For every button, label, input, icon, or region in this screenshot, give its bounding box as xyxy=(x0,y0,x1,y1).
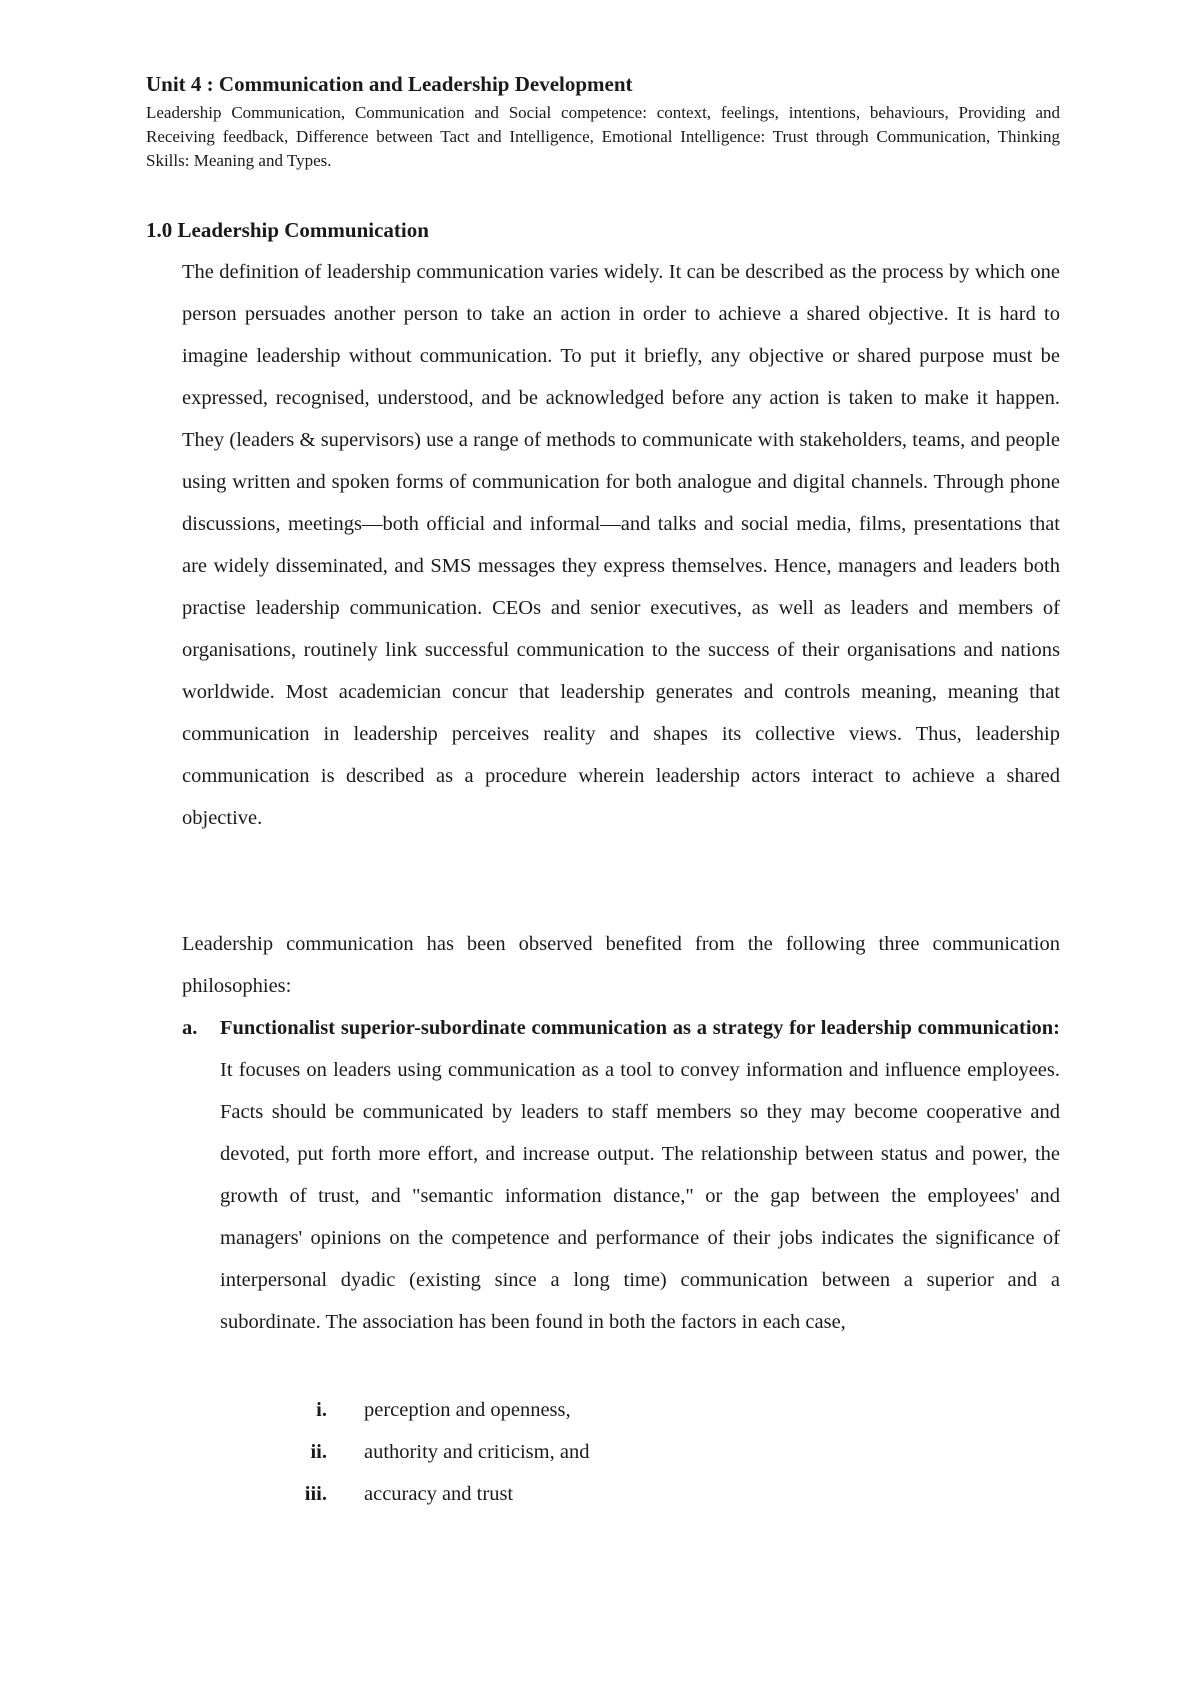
paragraph-philosophies-intro: Leadership communication has been observed benefited from the following three communication philosophies: xyxy=(182,933,1060,997)
roman-list-item xyxy=(182,1431,1060,1473)
list-item-lead: Functionalist superior-subordinate communication as a strategy for leadership communication: xyxy=(220,1017,1060,1039)
unit-title: Unit 4 : Communication and Leadership Development xyxy=(146,72,633,96)
list-item-text: It focuses on leaders using communication as a tool to convey information and influence employees. Facts should be communicated by leaders to staff members so they may become cooperative and devoted, put forth more effort, and increase output. The relationship between status and power, the growth of trust, and "semantic information distance," or the gap between the employees' and managers' opinions on the competence and performance of their jobs indicates the significance of interpersonal dyadic (existing since a long time) communication between a superior and a subordinate. The association has been found in both the factors in each case, xyxy=(220,1059,1060,1333)
roman-list-item xyxy=(182,1473,1060,1515)
roman-list-item xyxy=(182,1389,1060,1431)
roman-numeral: iii. xyxy=(304,1483,327,1505)
unit-topics-summary: Leadership Communication, Communication and Social competence: context, feelings, intentions, behaviours, Providing and Receiving feedback, Difference between Tact and Intelligence, Emotional Intelligence: Trust through Communication, Thinking Skills: Meaning and Types. xyxy=(146,103,1060,170)
paragraph-definition: The definition of leadership communication varies widely. It can be described as the process by which one person persuades another person to take an action in order to achieve a shared objective. It is hard to imagine leadership without communication. To put it briefly, any objective or shared purpose must be expressed, recognised, understood, and be acknowledged before any action is taken to make it happen. They (leaders & supervisors) use a range of methods to communicate with stakeholders, teams, and people using written and spoken forms of communication for both analogue and digital channels. Through phone discussions, meetings—both official and informal—and talks and social media, films, presentations that are widely disseminated, and SMS messages they express themselves. Hence, managers and leaders both practise leadership communication. CEOs and senior executives, as well as leaders and members of organisations, routinely link successful communication to the success of their organisations and nations worldwide. Most academician concur that leadership generates and controls meaning, meaning that communication in leadership perceives reality and shapes its collective views. Thus, leadership communication is described as a procedure wherein leadership actors interact to achieve a shared objective. xyxy=(182,261,1060,829)
list-item-a xyxy=(182,1007,1060,1343)
list-item-body xyxy=(220,1007,1060,1343)
list-marker: a. xyxy=(182,1017,198,1039)
roman-item-text: perception and openness, xyxy=(364,1399,571,1421)
roman-list xyxy=(182,1389,1060,1515)
roman-item-text: accuracy and trust xyxy=(364,1483,514,1505)
roman-numeral: ii. xyxy=(310,1441,327,1463)
roman-numeral: i. xyxy=(316,1399,327,1421)
roman-item-text: authority and criticism, and xyxy=(364,1441,590,1463)
section-heading: 1.0 Leadership Communication xyxy=(146,218,429,242)
